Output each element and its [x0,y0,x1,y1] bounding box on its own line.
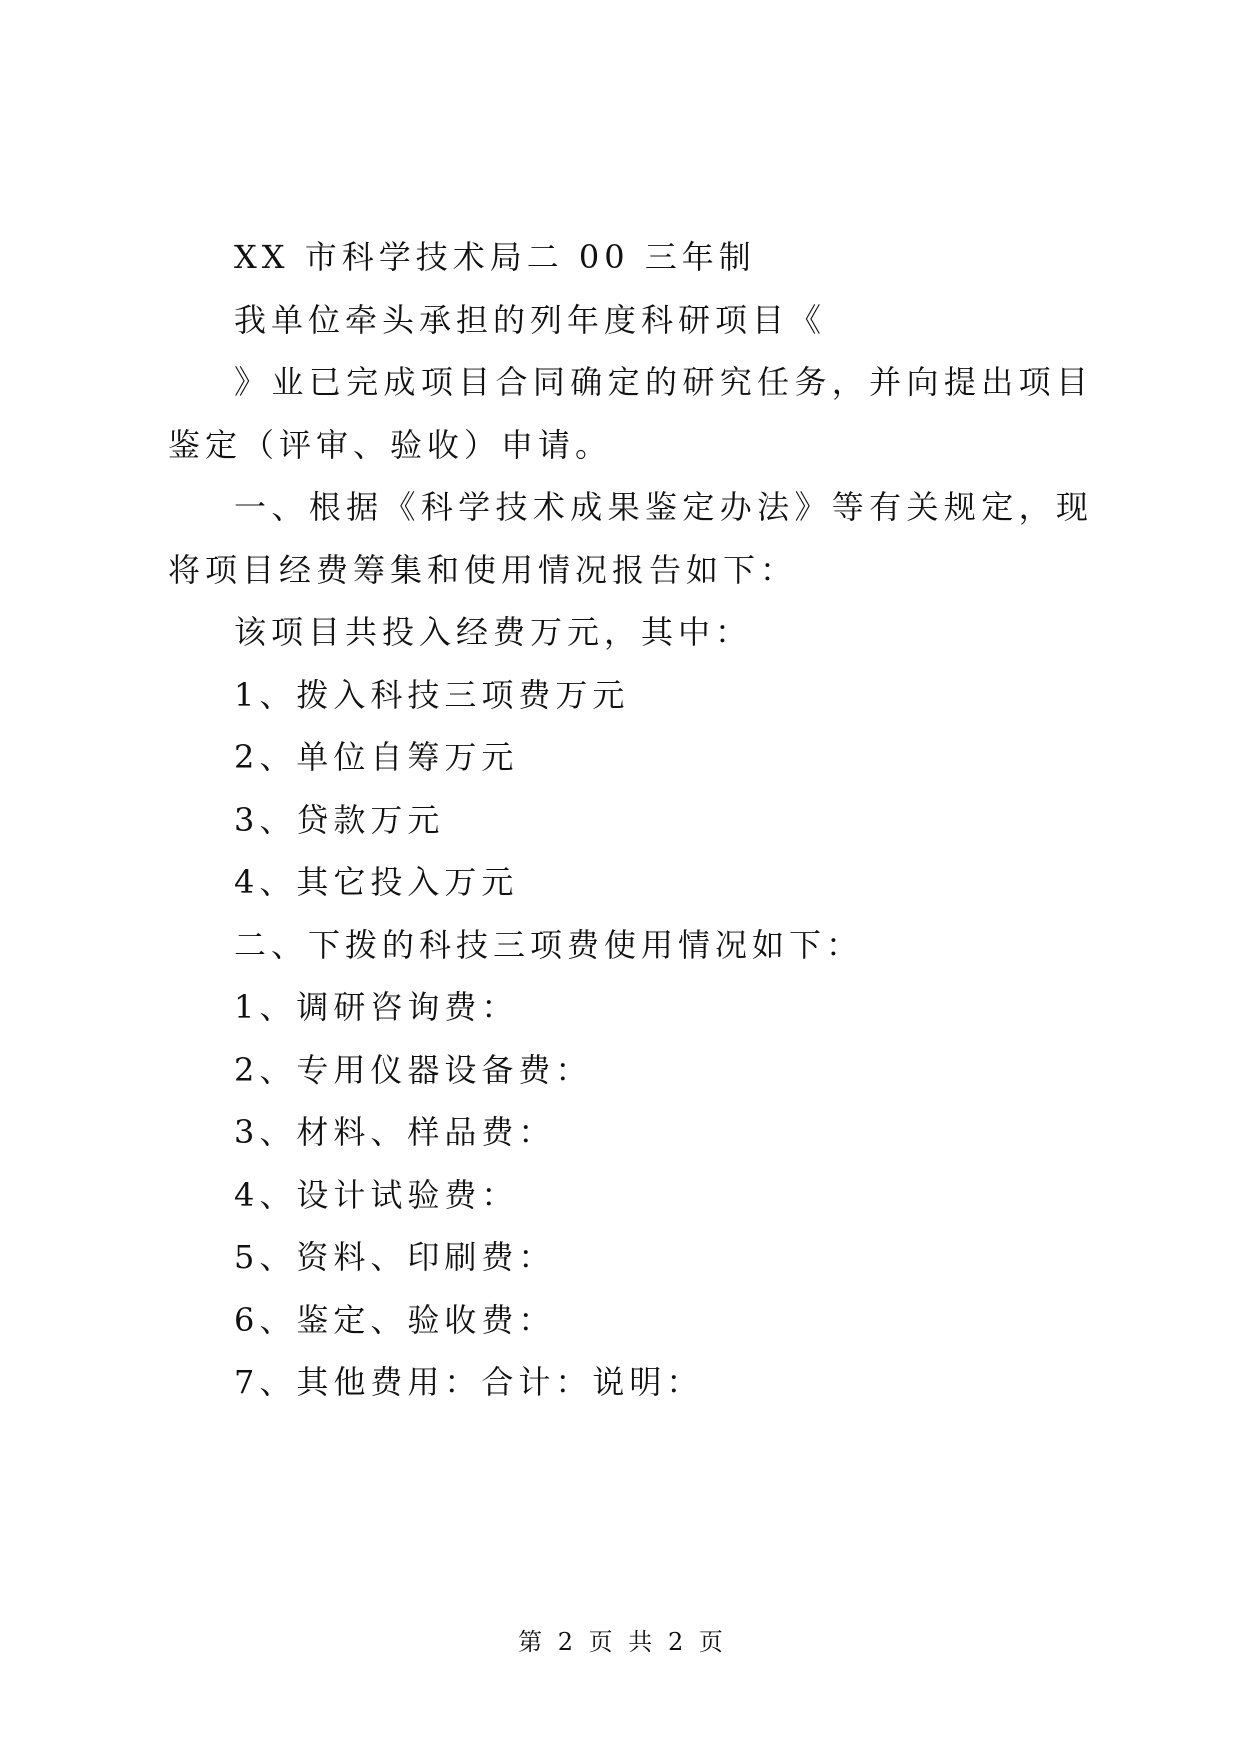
paragraph-application: 》业已完成项目合同确定的研究任务，并向提出项目鉴定（评审、验收）申请。 [168,363,1093,464]
list-item-expense-2: 2、专用仪器设备费： [234,1050,593,1089]
paragraph-section-one: 一、根据《科学技术成果鉴定办法》等有关规定，现将项目经费筹集和使用情况报告如下： [168,488,1093,589]
document-body [168,226,1093,1414]
list-item-funding-3: 3、贷款万元 [234,800,445,839]
list-item-funding-2: 2、单位自筹万元 [234,738,519,776]
list-item-expense-1: 1、调研咨询费： [234,988,519,1026]
list-item-expense-7: 7、其他费用：合计：说明： [234,1363,704,1401]
paragraph-project-intro: 我单位牵头承担的列年度科研项目《 [234,300,827,339]
list-item-funding-1: 1、拨入科技三项费万元 [234,675,630,714]
list-item-expense-4: 4、设计试验费： [234,1175,519,1214]
paragraph-section-two: 二、下拨的科技三项费使用情况如下： [234,925,864,964]
paragraph-issuer: XX 市科学技术局二 00 三年制 [234,238,756,276]
list-item-expense-5: 5、资料、印刷费： [234,1238,556,1276]
list-item-expense-6: 6、鉴定、验收费： [234,1300,556,1339]
list-item-funding-4: 4、其它投入万元 [234,863,519,901]
paragraph-total-funding: 该项目共投入经费万元，其中： [234,613,753,651]
page-number-footer: 第 2 页 共 2 页 [518,1628,723,1656]
list-item-expense-3: 3、材料、样品费： [234,1113,556,1151]
